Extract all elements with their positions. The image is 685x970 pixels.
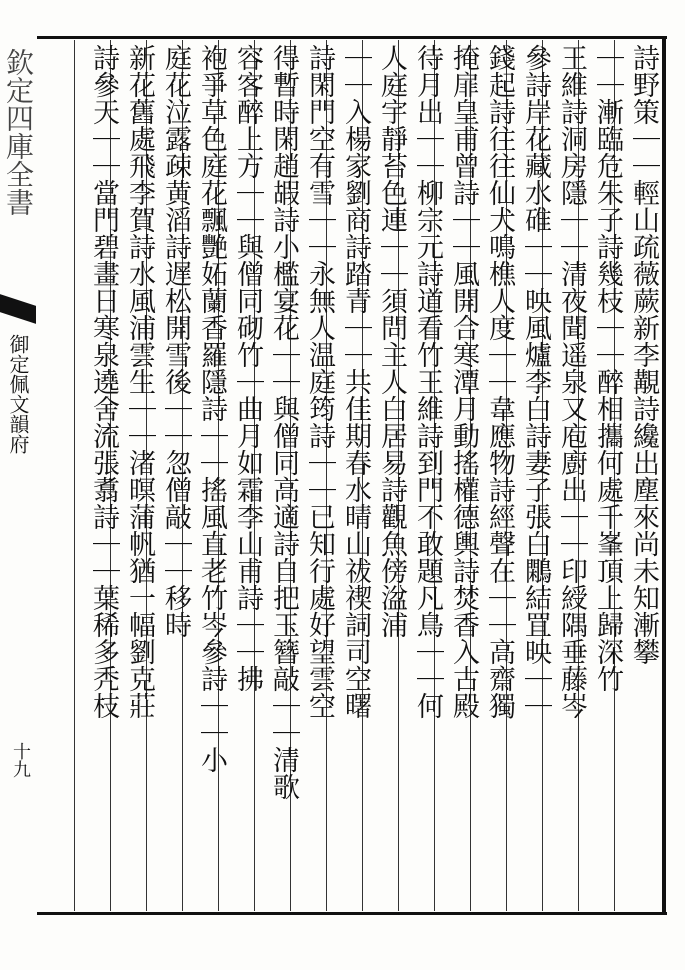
text-column: 掩扉皇甫曾詩｜｜風開合寒潭月動搖權德輿詩焚香入古殿 — [448, 44, 479, 719]
spine-fishtail-mark — [0, 294, 36, 324]
text-column: 得暫時閑趙嘏詩小檻宴花｜｜與僧同高適詩自把玉簪敲｜｜清歌 — [268, 44, 299, 800]
spine-title: 欽定四庫全書 — [2, 48, 35, 216]
text-column: 錢起詩往往仙犬鳴樵人度｜｜韋應物詩經聲在｜｜高齋獨 — [484, 44, 515, 719]
text-column: 袍爭草色庭花飄艷妬蘭香羅隱詩｜｜搖風直老竹岑參詩｜｜小 — [196, 44, 227, 773]
text-column: 待月出｜｜柳宗元詩道看竹王維詩到門不敢題凡鳥｜｜何 — [412, 44, 443, 719]
text-column: ｜｜漸臨危朱子詩幾枝｜｜醉相攜何處千峯頂上歸深竹 — [592, 44, 623, 692]
text-column: 新花舊處飛李賀詩水風浦雲生｜｜渚暝蒲帆猶一幅劉克莊 — [124, 44, 155, 719]
folio-number: 十九 — [10, 742, 31, 778]
text-column: 參詩岸花藏水碓｜｜映風爐李白詩妻子張白鷴結罝映｜｜ — [520, 44, 551, 719]
text-column: 詩參天｜｜當門碧畫日寒泉遶舍流張翥詩｜｜葉稀多秃枝 — [88, 44, 119, 719]
column-rule — [74, 40, 75, 911]
text-column: ｜｜入楊家劉商詩踏青｜｜共佳期春水晴山祓禊詞司空曙 — [340, 44, 371, 719]
text-column: 容客醉上方｜｜與僧同砌竹｜曲月如霜李山甫詩｜｜拂 — [232, 44, 263, 692]
text-column: 王維詩洞房隱｜｜清夜聞遥泉又庖廚出｜｜印綬隅垂藤岑 — [556, 44, 587, 719]
frame-bottom-border — [37, 912, 667, 915]
text-column: 人庭宇靜苔色連｜｜須問主人白居易詩觀魚傍湓浦 — [376, 44, 407, 638]
text-column: 庭花泣露疎黄滔詩遅松開雪後｜｜忽僧敲｜｜移時 — [160, 44, 191, 638]
spine-subtitle: 御定佩文韻府 — [6, 334, 30, 454]
frame-top-border — [37, 36, 667, 39]
text-column: 詩閑門空有雪｜｜永無人温庭筠詩｜｜已知行處好望雲空 — [304, 44, 335, 719]
text-column: 詩野策｜｜輕山疏薇蕨新李覯詩纔出塵來尚未知漸攀 — [628, 44, 659, 665]
